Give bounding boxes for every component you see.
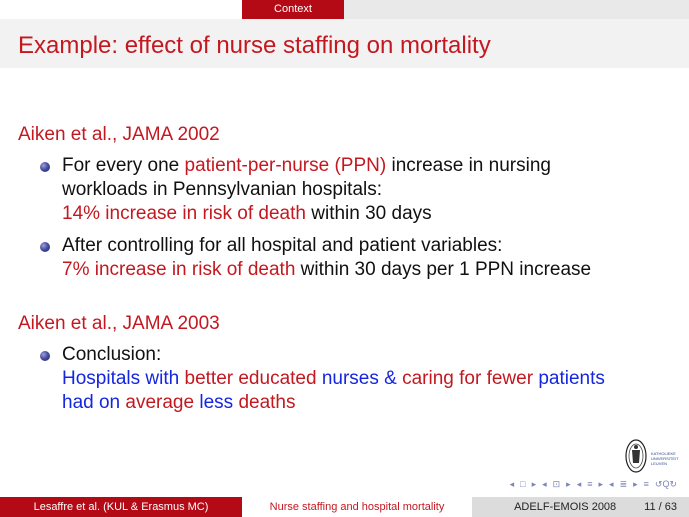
logo-line: KATHOLIEKE xyxy=(651,451,676,456)
block-heading-2002: Aiken et al., JAMA 2002 xyxy=(18,124,220,145)
highlight-risk-7: 7% increase in risk of death xyxy=(62,259,296,280)
nav-prev-slide-icon[interactable]: ◂ xyxy=(609,479,614,489)
bullet-line xyxy=(62,391,660,415)
text-segment: less xyxy=(194,392,239,413)
text-segment: within 30 days xyxy=(305,203,432,224)
bullet-item xyxy=(40,154,660,226)
bullet-dot-icon xyxy=(40,351,50,361)
university-seal-icon xyxy=(625,438,647,474)
bullet-text xyxy=(62,343,660,415)
title-band xyxy=(0,19,689,68)
nav-next-slide-icon[interactable]: ▸ xyxy=(633,479,638,489)
bullet-text xyxy=(62,234,660,282)
bullet-line xyxy=(62,202,660,226)
text-segment: For every one xyxy=(62,155,185,176)
bullet-line xyxy=(62,154,660,178)
top-bar-left xyxy=(0,0,242,19)
nav-frame-icon[interactable]: □ xyxy=(520,479,526,489)
top-bar xyxy=(0,0,689,19)
nav-equiv-icon[interactable]: ≡ xyxy=(643,479,649,489)
highlight-ppn: patient-per-nurse (PPN) xyxy=(184,155,387,176)
nav-next-frame-icon[interactable]: ▸ xyxy=(531,479,537,489)
logo-line: LEUVEN xyxy=(651,461,668,466)
section-tab[interactable]: Context xyxy=(242,0,344,19)
bullet-line xyxy=(62,367,660,391)
nav-section-icon[interactable]: ≡ xyxy=(587,479,593,489)
text-segment: increase in nursing xyxy=(386,155,551,176)
text-segment: nurses & xyxy=(316,368,403,389)
logo-line: UNIVERSITEIT xyxy=(651,456,679,461)
bullet-item xyxy=(40,234,660,282)
footer-short-title: Nurse staffing and hospital mortality xyxy=(242,497,472,517)
footer-right xyxy=(472,497,689,517)
nav-prev-subsection-icon[interactable]: ◂ xyxy=(542,479,547,489)
bullet-dot-icon xyxy=(40,242,50,252)
nav-slide-icon[interactable]: ≣ xyxy=(619,479,628,489)
nav-prev-frame-icon[interactable]: ◂ xyxy=(509,479,515,489)
text-segment: within 30 days per 1 PPN increase xyxy=(295,259,592,280)
nav-next-section-icon[interactable]: ▸ xyxy=(598,479,604,489)
text-segment: had on xyxy=(62,392,126,413)
nav-prev-section-icon[interactable]: ◂ xyxy=(576,479,582,489)
text-segment: deaths xyxy=(238,392,296,413)
block-heading-2003: Aiken et al., JAMA 2003 xyxy=(18,313,220,334)
nav-next-subsection-icon[interactable]: ▸ xyxy=(566,479,571,489)
top-bar-right xyxy=(344,0,689,19)
highlight-risk-14: 14% increase in risk of death xyxy=(62,203,306,224)
text-segment: Hospitals with xyxy=(62,368,185,389)
slide-title: Example: effect of nurse staffing on mortality xyxy=(18,32,491,59)
nav-subsection-icon[interactable]: ⊡ xyxy=(552,479,561,489)
beamer-navigation xyxy=(510,479,677,490)
bullet-text xyxy=(62,154,660,226)
bullet-line: Conclusion: xyxy=(62,344,162,365)
text-segment: caring for fewer xyxy=(402,368,534,389)
bullet-item xyxy=(40,343,660,415)
bullet-line xyxy=(62,258,660,282)
text-segment: patients xyxy=(533,368,605,389)
bullet-line: After controlling for all hospital and patient variables: xyxy=(62,235,503,256)
footer-page-number: 11 / 63 xyxy=(644,501,677,513)
bullet-dot-icon xyxy=(40,162,50,172)
nav-search-icon[interactable]: ↺Q↻ xyxy=(654,479,677,489)
bullet-line: workloads in Pennsylvanian hospitals: xyxy=(62,179,383,200)
text-segment: average xyxy=(125,392,195,413)
footer-date: ADELF-EMOIS 2008 xyxy=(514,501,617,513)
university-logo-text xyxy=(651,451,679,466)
footer-author: Lesaffre et al. (KUL & Erasmus MC) xyxy=(0,497,242,517)
text-segment: better educated xyxy=(184,368,317,389)
footer-bar xyxy=(0,497,689,517)
